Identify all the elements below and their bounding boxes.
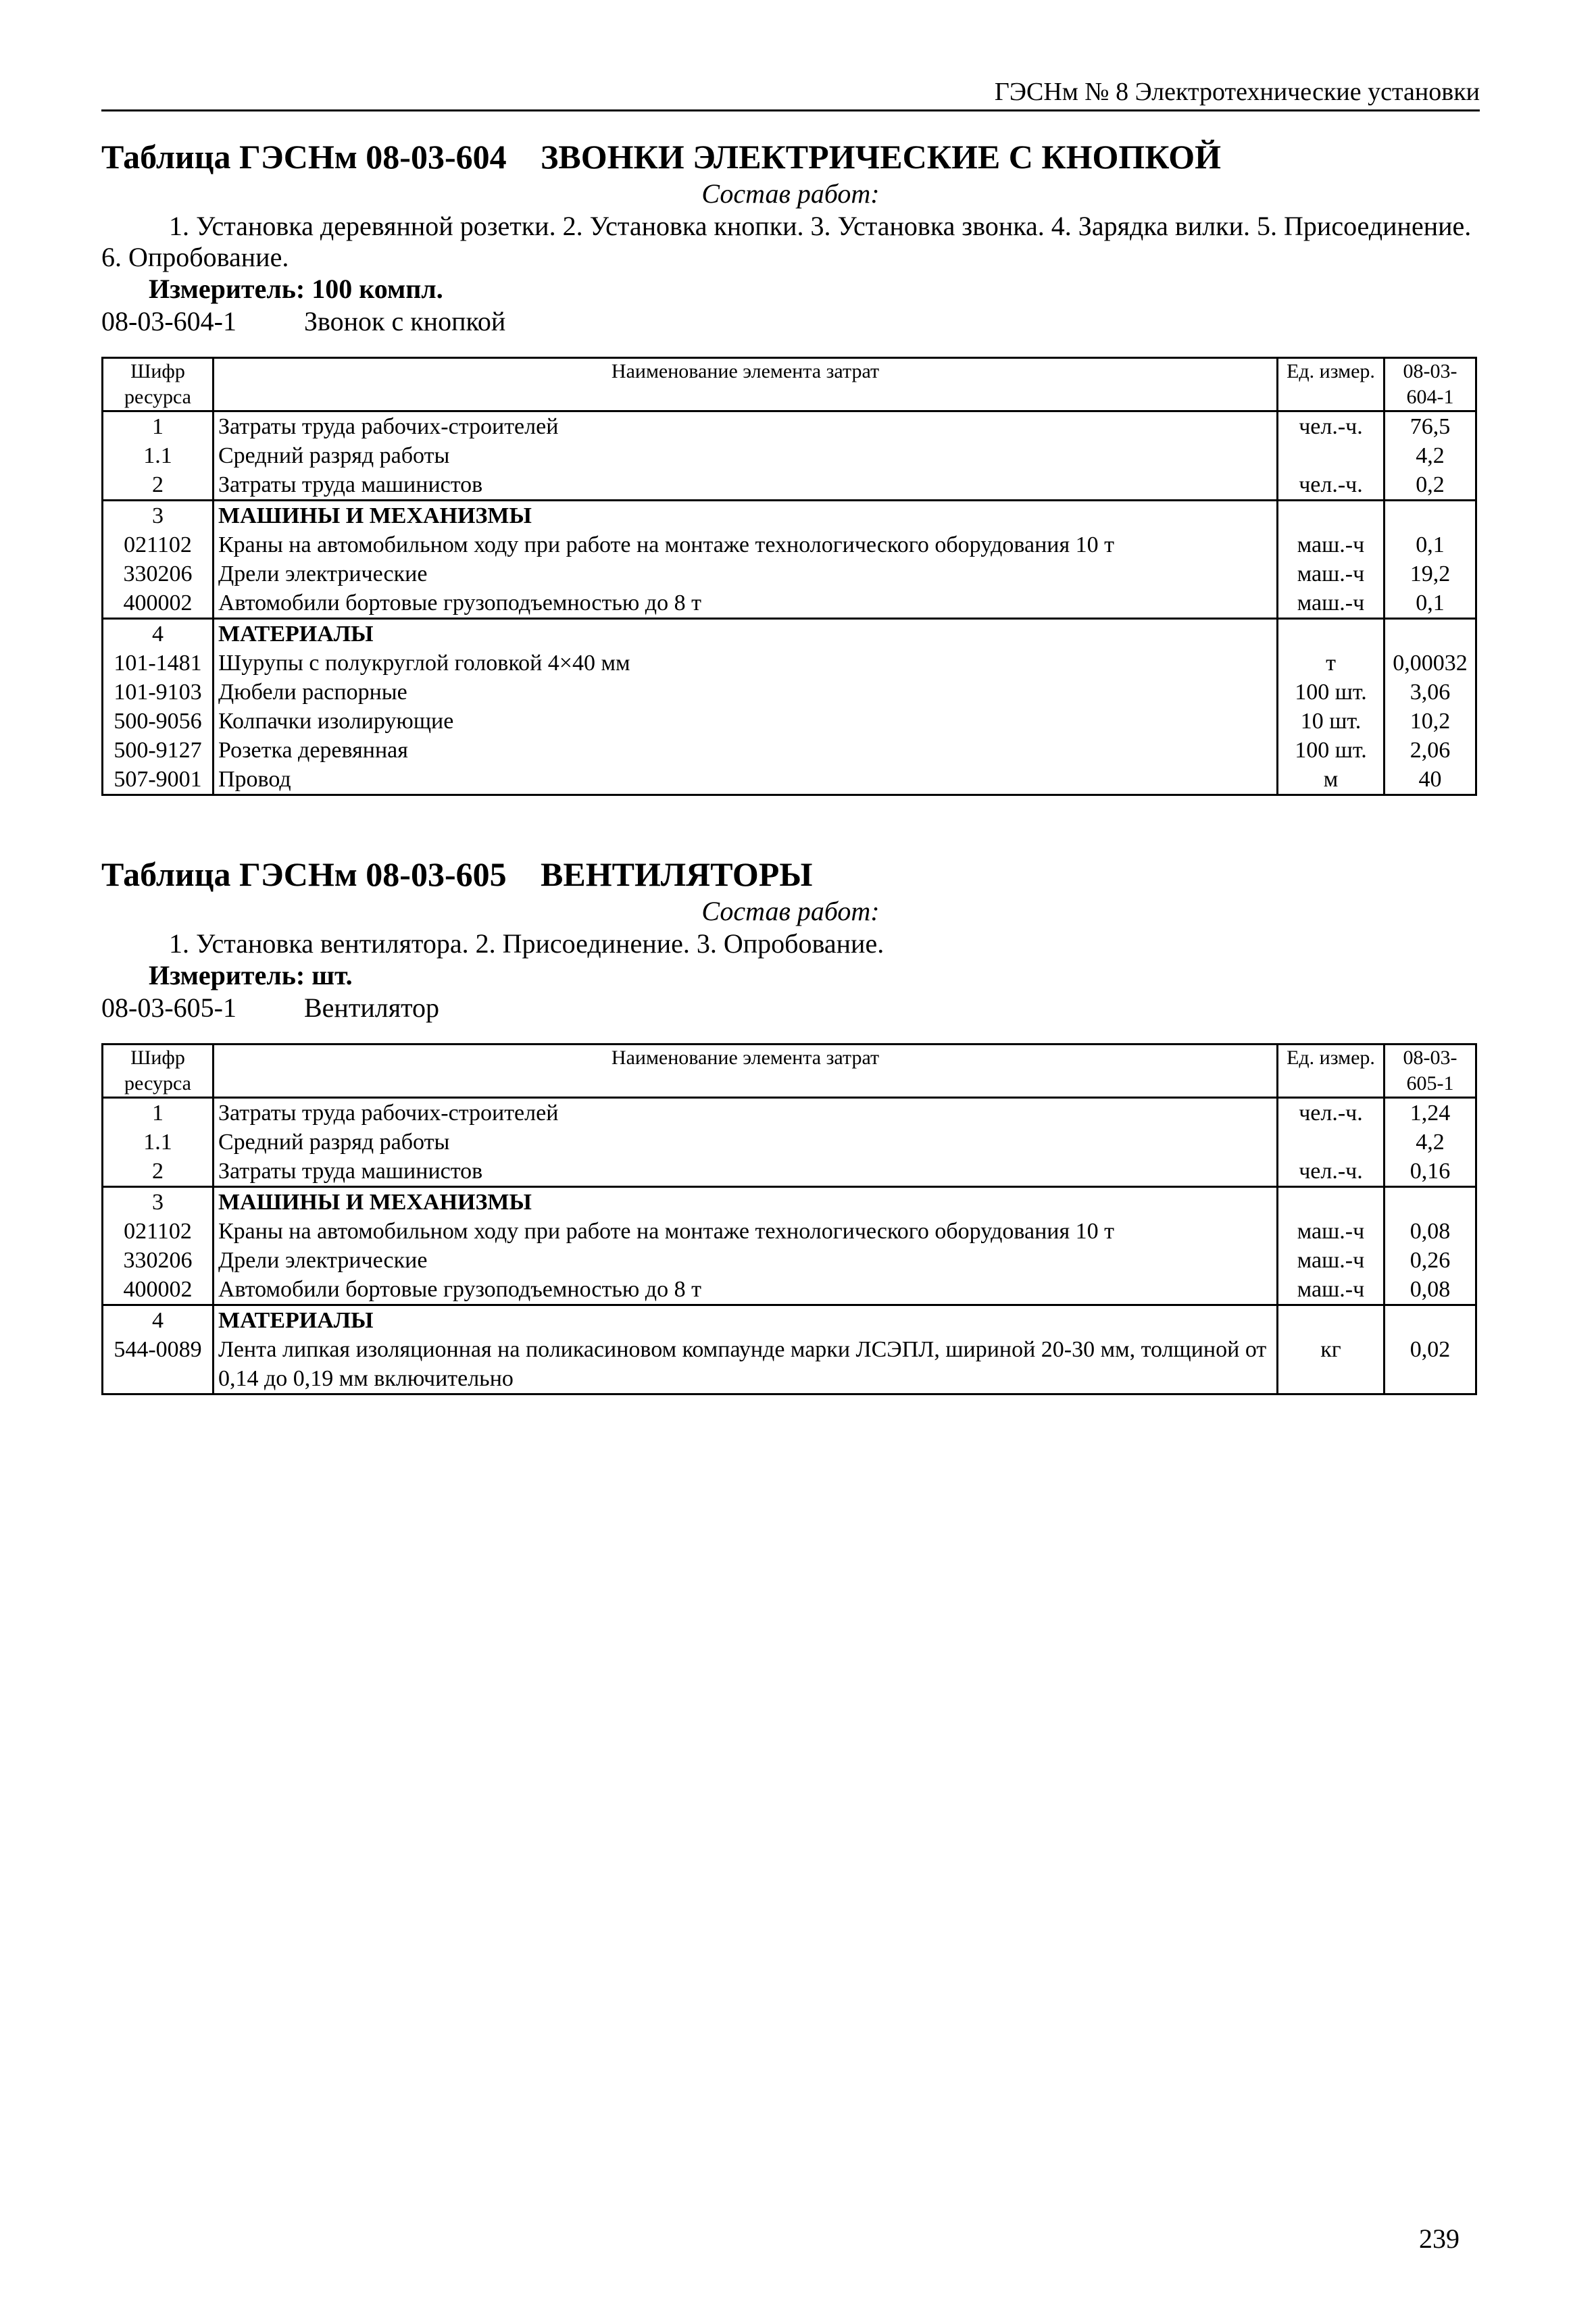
cell-name: МАШИНЫ И МЕХАНИЗМЫ xyxy=(214,1187,1278,1217)
cell-name: Средний разряд работы xyxy=(214,441,1278,470)
cell-unit: маш.-ч xyxy=(1278,1275,1385,1305)
cell-unit xyxy=(1278,441,1385,470)
cell-name: Затраты труда рабочих-строителей xyxy=(214,411,1278,442)
works-heading: Состав работ: xyxy=(701,896,880,926)
cell-name: Краны на автомобильном ходу при работе на монтаже технологического оборудования 10 т xyxy=(214,530,1278,559)
norm-code: 08-03-605-1 xyxy=(101,992,236,1023)
cell-value: 0,16 xyxy=(1385,1157,1476,1187)
cell-code: 500-9127 xyxy=(103,736,214,765)
cell-unit xyxy=(1278,1128,1385,1157)
resource-table xyxy=(101,1043,1477,1395)
table-row xyxy=(103,1157,1476,1187)
cell-name: МАТЕРИАЛЫ xyxy=(214,1305,1278,1336)
cell-code: 400002 xyxy=(103,588,214,619)
cell-code: 1.1 xyxy=(103,1128,214,1157)
cell-code: 330206 xyxy=(103,559,214,588)
cell-name: Колпачки изолирующие xyxy=(214,707,1278,736)
norm-section-605 xyxy=(101,853,1480,1395)
cell-code: 021102 xyxy=(103,1217,214,1246)
col-header-name: Наименование элемента затрат xyxy=(214,1045,1278,1098)
cell-code: 021102 xyxy=(103,530,214,559)
cell-value: 0,1 xyxy=(1385,588,1476,619)
table-row xyxy=(103,588,1476,619)
cell-unit xyxy=(1278,501,1385,531)
cell-value: 3,06 xyxy=(1385,678,1476,707)
cell-value: 19,2 xyxy=(1385,559,1476,588)
cell-value: 76,5 xyxy=(1385,411,1476,442)
cell-name: Дрели электрические xyxy=(214,559,1278,588)
table-row xyxy=(103,678,1476,707)
cell-unit: чел.-ч. xyxy=(1278,1098,1385,1128)
cell-unit: кг xyxy=(1278,1335,1385,1394)
meter-value: 100 компл. xyxy=(311,274,443,304)
cell-name: Лента липкая изоляционная на поликасиновом компаунде марки ЛСЭПЛ, шириной 20-30 мм, толщиной от 0,14 до 0,19 мм включительно xyxy=(214,1335,1278,1394)
cell-code: 4 xyxy=(103,1305,214,1336)
cell-unit xyxy=(1278,1305,1385,1336)
cell-name: Розетка деревянная xyxy=(214,736,1278,765)
cell-unit: маш.-ч xyxy=(1278,588,1385,619)
cell-value: 1,24 xyxy=(1385,1098,1476,1128)
cell-unit: маш.-ч xyxy=(1278,1217,1385,1246)
table-row xyxy=(103,1246,1476,1275)
cell-name: Средний разряд работы xyxy=(214,1128,1278,1157)
cell-code: 330206 xyxy=(103,1246,214,1275)
table-title: ЗВОНКИ ЭЛЕКТРИЧЕСКИЕ С КНОПКОЙ xyxy=(541,138,1222,176)
cell-unit: чел.-ч. xyxy=(1278,411,1385,442)
cell-value xyxy=(1385,1305,1476,1336)
cell-unit: чел.-ч. xyxy=(1278,470,1385,501)
norm-code: 08-03-604-1 xyxy=(101,306,236,336)
norm-section-604 xyxy=(101,135,1480,796)
cell-name: Автомобили бортовые грузоподъемностью до 8 т xyxy=(214,1275,1278,1305)
cell-value: 4,2 xyxy=(1385,1128,1476,1157)
cell-value xyxy=(1385,501,1476,531)
cell-name: Затраты труда рабочих-строителей xyxy=(214,1098,1278,1128)
cell-code: 2 xyxy=(103,470,214,501)
cell-unit: м xyxy=(1278,765,1385,795)
cell-unit: т xyxy=(1278,649,1385,678)
cell-unit: 10 шт. xyxy=(1278,707,1385,736)
table-heading xyxy=(101,135,1480,178)
norm-line xyxy=(101,305,1480,338)
table-body xyxy=(103,411,1476,795)
col-header-unit: Ед. измер. xyxy=(1278,358,1385,411)
meter-label: Измеритель: xyxy=(149,274,305,304)
table-row xyxy=(103,765,1476,795)
table-label: Таблица ГЭСНм 08-03-605 xyxy=(101,855,507,893)
table-row xyxy=(103,530,1476,559)
cell-code: 101-1481 xyxy=(103,649,214,678)
cell-value: 0,26 xyxy=(1385,1246,1476,1275)
norm-name: Вентилятор xyxy=(304,992,440,1023)
works-heading: Состав работ: xyxy=(701,178,880,209)
table-row xyxy=(103,441,1476,470)
cell-value: 40 xyxy=(1385,765,1476,795)
table-title: ВЕНТИЛЯТОРЫ xyxy=(541,855,813,893)
table-heading xyxy=(101,853,1480,896)
col-header-value: 08-03-605-1 xyxy=(1385,1045,1476,1098)
cell-code: 544-0089 xyxy=(103,1335,214,1394)
cell-code: 3 xyxy=(103,1187,214,1217)
works-text: 1. Установка деревянной розетки. 2. Установка кнопки. 3. Установка звонка. 4. Зарядка вилки. 5. Присоединение. 6. Опробование. xyxy=(101,211,1472,272)
cell-value: 10,2 xyxy=(1385,707,1476,736)
cell-name: Краны на автомобильном ходу при работе на монтаже технологического оборудования 10 т xyxy=(214,1217,1278,1246)
cell-name: Шурупы с полукруглой головкой 4×40 мм xyxy=(214,649,1278,678)
table-row xyxy=(103,736,1476,765)
col-header-code: Шифр ресурса xyxy=(103,1045,214,1098)
col-header-value: 08-03-604-1 xyxy=(1385,358,1476,411)
table-row xyxy=(103,1335,1476,1394)
table-row xyxy=(103,707,1476,736)
cell-value: 2,06 xyxy=(1385,736,1476,765)
table-header-row xyxy=(103,1045,1476,1098)
cell-value: 0,1 xyxy=(1385,530,1476,559)
col-header-code: Шифр ресурса xyxy=(103,358,214,411)
cell-code: 1 xyxy=(103,411,214,442)
table-row xyxy=(103,1128,1476,1157)
cell-unit: маш.-ч xyxy=(1278,559,1385,588)
cell-name: Автомобили бортовые грузоподъемностью до 8 т xyxy=(214,588,1278,619)
table-row xyxy=(103,1275,1476,1305)
col-header-unit: Ед. измер. xyxy=(1278,1045,1385,1098)
running-title: ГЭСНм № 8 Электротехнические установки xyxy=(994,78,1480,106)
cell-name: Провод xyxy=(214,765,1278,795)
group-row xyxy=(103,1187,1476,1217)
table-row xyxy=(103,1217,1476,1246)
page-number: 239 xyxy=(1419,2223,1460,2254)
cell-name: Дрели электрические xyxy=(214,1246,1278,1275)
col-header-name: Наименование элемента затрат xyxy=(214,358,1278,411)
cell-code: 101-9103 xyxy=(103,678,214,707)
cell-code: 507-9001 xyxy=(103,765,214,795)
cell-value: 0,08 xyxy=(1385,1275,1476,1305)
cell-name: Затраты труда машинистов xyxy=(214,470,1278,501)
cell-unit: чел.-ч. xyxy=(1278,1157,1385,1187)
table-row xyxy=(103,649,1476,678)
norm-table-container xyxy=(101,357,1480,796)
table-row xyxy=(103,1098,1476,1128)
table-header-row xyxy=(103,358,1476,411)
cell-unit xyxy=(1278,619,1385,649)
norm-table-container xyxy=(101,1043,1480,1395)
cell-unit: 100 шт. xyxy=(1278,736,1385,765)
cell-name: Дюбели распорные xyxy=(214,678,1278,707)
group-row xyxy=(103,619,1476,649)
cell-value: 0,00032 xyxy=(1385,649,1476,678)
table-row xyxy=(103,470,1476,501)
group-row xyxy=(103,1305,1476,1336)
table-body xyxy=(103,1098,1476,1394)
meter-line xyxy=(101,273,1480,305)
table-label: Таблица ГЭСНм 08-03-604 xyxy=(101,138,507,176)
cell-code: 3 xyxy=(103,501,214,531)
cell-name: МАШИНЫ И МЕХАНИЗМЫ xyxy=(214,501,1278,531)
cell-value: 0,2 xyxy=(1385,470,1476,501)
running-header xyxy=(101,76,1480,111)
cell-code: 1.1 xyxy=(103,441,214,470)
cell-unit xyxy=(1278,1187,1385,1217)
cell-value: 0,08 xyxy=(1385,1217,1476,1246)
meter-value: шт. xyxy=(311,960,353,990)
cell-value: 4,2 xyxy=(1385,441,1476,470)
cell-value: 0,02 xyxy=(1385,1335,1476,1394)
table-row xyxy=(103,411,1476,442)
cell-code: 400002 xyxy=(103,1275,214,1305)
meter-line xyxy=(101,959,1480,992)
norm-name: Звонок с кнопкой xyxy=(304,306,506,336)
cell-unit: маш.-ч xyxy=(1278,1246,1385,1275)
cell-code: 4 xyxy=(103,619,214,649)
cell-name: МАТЕРИАЛЫ xyxy=(214,619,1278,649)
cell-unit: 100 шт. xyxy=(1278,678,1385,707)
table-row xyxy=(103,559,1476,588)
cell-value xyxy=(1385,619,1476,649)
cell-unit: маш.-ч xyxy=(1278,530,1385,559)
cell-name: Затраты труда машинистов xyxy=(214,1157,1278,1187)
group-row xyxy=(103,501,1476,531)
cell-code: 2 xyxy=(103,1157,214,1187)
works-text: 1. Установка вентилятора. 2. Присоединение. 3. Опробование. xyxy=(169,928,884,959)
cell-code: 1 xyxy=(103,1098,214,1128)
norm-line xyxy=(101,992,1480,1024)
meter-label: Измеритель: xyxy=(149,960,305,990)
cell-value xyxy=(1385,1187,1476,1217)
cell-code: 500-9056 xyxy=(103,707,214,736)
resource-table xyxy=(101,357,1477,796)
